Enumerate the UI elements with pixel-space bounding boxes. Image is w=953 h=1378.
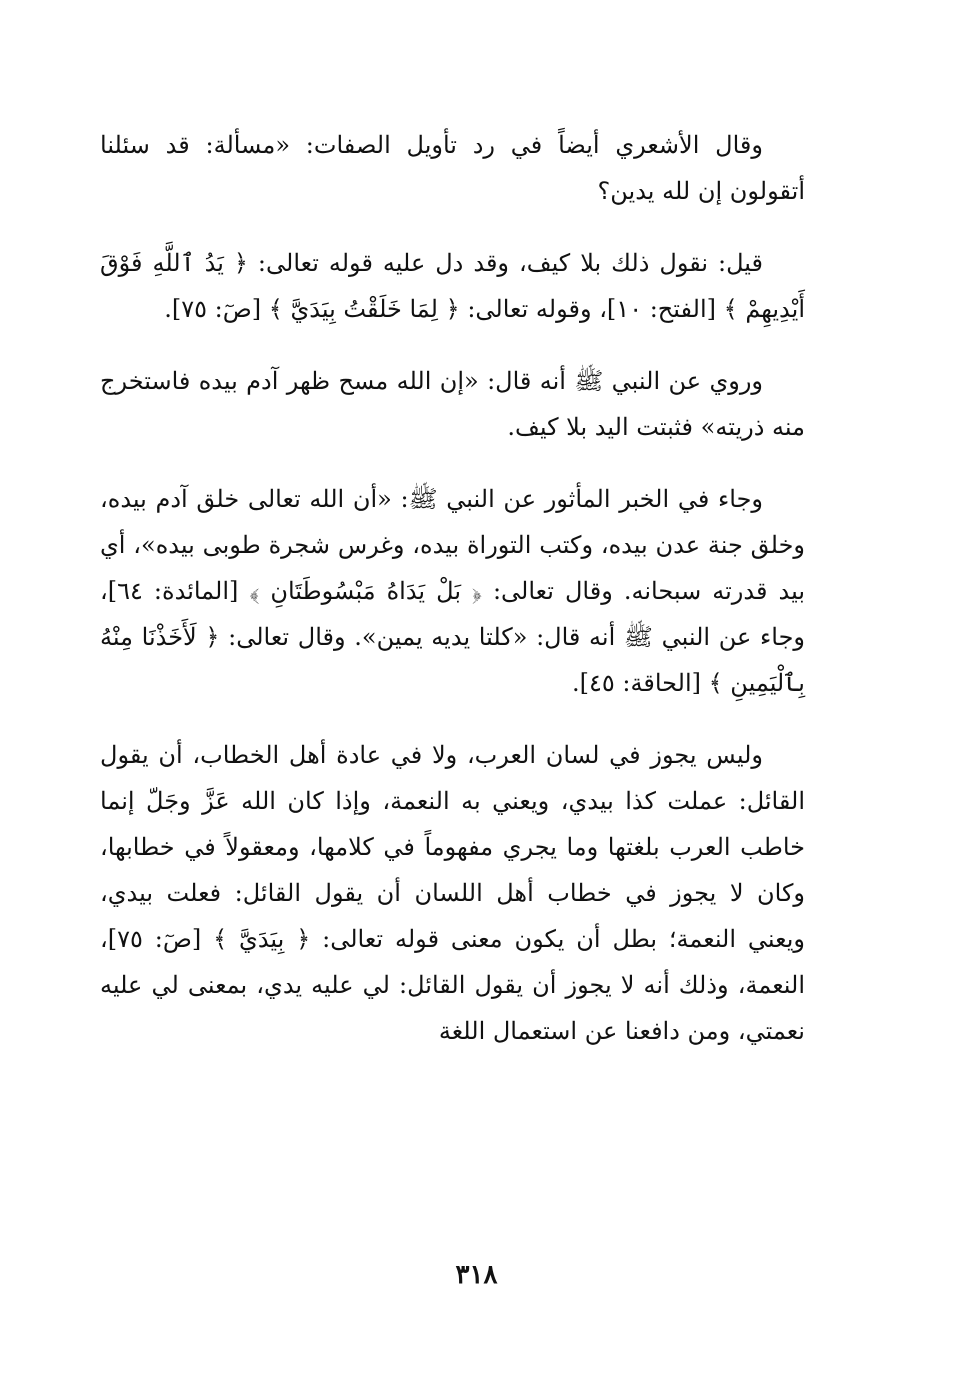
page-number: ٣١٨	[455, 1260, 498, 1290]
paragraph-prophet-narration: وروي عن النبي ﷺ أنه قال: «إن الله مسح ظهر آدم بيده فاستخرج منه ذريته» فثبتت اليد بلا كيف.	[100, 367, 805, 441]
paragraph-answer-without-how: قيل: نقول ذلك بلا كيف، وقد دل عليه قوله تعالى: ﴿ يَدُ ٱللَّهِ فَوْقَ أَيْدِيهِمْ ﴾ [الفتح: ١٠]، وقوله تعالى: ﴿ لِمَا خَلَقْتُ بِيَدَيَّ ﴾ [صٓ: ٧٥].	[100, 249, 805, 323]
paragraph-ashari-question: وقال الأشعري أيضاً في رد تأويل الصفات: «مسألة: قد سئلنا أتقولون إن لله يدين؟	[100, 131, 805, 205]
page-body-text	[100, 122, 805, 1080]
paragraph-reported-tradition: وجاء في الخبر المأثور عن النبي ﷺ: «أن الله تعالى خلق آدم بيده، وخلق جنة عدن بيده، وكتب التوراة بيده، وغرس شجرة طوبى بيده»، أي بيد قدرته سبحانه. وقال تعالى: ﴿ بَلْ يَدَاهُ مَبْسُوطَتَانِ ﴾ [المائدة: ٦٤]، وجاء عن النبي ﷺ أنه قال: «كلتا يديه يمين». وقال تعالى: ﴿ لَأَخَذْنَا مِنْهُ بِٱلْيَمِينِ ﴾ [الحاقة: ٤٥].	[100, 485, 805, 697]
paragraph-arabic-language-argument: وليس يجوز في لسان العرب، ولا في عادة أهل الخطاب، أن يقول القائل: عملت كذا بيدي، ويعني به النعمة، وإذا كان الله عَزَّ وجَلّ إنما خاطب العرب بلغتها وما يجري مفهوماً في كلامها، ومعقولاً في خطابها، وكان لا يجوز في خطاب أهل اللسان أن يقول القائل: فعلت بيدي، ويعني النعمة؛ بطل أن يكون معنى قوله تعالى: ﴿ بِيَدَيَّ ﴾ [صٓ: ٧٥]، النعمة، وذلك أنه لا يجوز أن يقول القائل: لي عليه يدي، بمعنى لي عليه نعمتي، ومن دافعنا عن استعمال اللغة	[100, 741, 805, 1045]
